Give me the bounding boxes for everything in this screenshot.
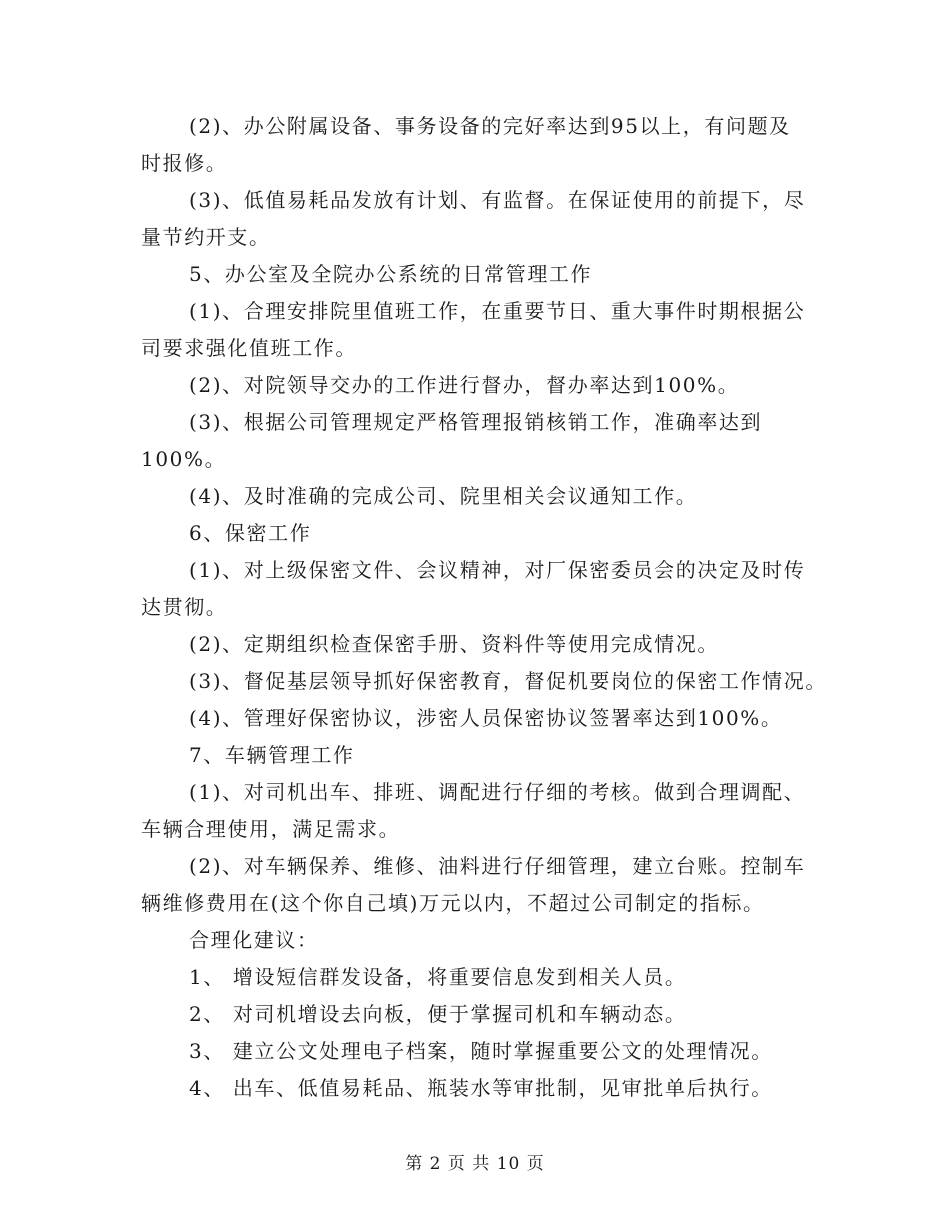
page-footer: [0, 1149, 950, 1174]
paragraph-line: 车辆合理使用，满足需求。: [141, 817, 401, 841]
paragraph-line: (2)、对院领导交办的工作进行督办，督办率达到100%。: [189, 373, 740, 397]
paragraph-line: (4)、及时准确的完成公司、院里相关会议通知工作。: [189, 484, 698, 508]
paragraph-line: 辆维修费用在(这个你自己填)万元以内，不超过公司制定的指标。: [141, 891, 765, 915]
list-item: 1、 增设短信群发设备，将重要信息发到相关人员。: [189, 965, 687, 989]
list-item: 3、 建立公文处理电子档案，随时掌握重要公文的处理情况。: [189, 1039, 773, 1063]
paragraph-line: 司要求强化值班工作。: [141, 336, 357, 360]
paragraph-line: (2)、定期组织检查保密手册、资料件等使用完成情况。: [189, 632, 719, 656]
document-body: [141, 108, 841, 1107]
page-number: 第 2 页 共 10 页: [405, 1154, 545, 1174]
list-item: 2、 对司机增设去向板，便于掌握司机和车辆动态。: [189, 1002, 687, 1026]
paragraph-line: 达贯彻。: [141, 595, 228, 619]
section-heading: 6、保密工作: [189, 521, 312, 545]
paragraph-line: (2)、办公附属设备、事务设备的完好率达到95以上，有问题及: [189, 114, 791, 138]
paragraph-line: 100%。: [141, 447, 227, 471]
paragraph-line: (1)、对上级保密文件、会议精神，对厂保密委员会的决定及时传: [189, 558, 806, 582]
paragraph-line: (3)、低值易耗品发放有计划、有监督。在保证使用的前提下，尽: [189, 188, 806, 212]
paragraph-line: (3)、根据公司管理规定严格管理报销核销工作，准确率达到: [189, 410, 763, 434]
paragraph-line: 量节约开支。: [141, 225, 271, 249]
paragraph-line: (1)、对司机出车、排班、调配进行仔细的考核。做到合理调配、: [189, 780, 806, 804]
paragraph-line: 时报修。: [141, 151, 228, 175]
paragraph-line: (3)、督促基层领导抓好保密教育，督促机要岗位的保密工作情况。: [189, 669, 827, 693]
paragraph-line: (1)、合理安排院里值班工作，在重要节日、重大事件时期根据公: [189, 299, 806, 323]
list-item: 4、 出车、低值易耗品、瓶装水等审批制，见审批单后执行。: [189, 1076, 773, 1100]
section-heading: 合理化建议：: [189, 928, 319, 952]
section-heading: 5、办公室及全院办公系统的日常管理工作: [189, 262, 593, 286]
paragraph-line: (2)、对车辆保养、维修、油料进行仔细管理，建立台账。控制车: [189, 854, 806, 878]
section-heading: 7、车辆管理工作: [189, 743, 355, 767]
paragraph-line: (4)、管理好保密协议，涉密人员保密协议签署率达到100%。: [189, 706, 783, 730]
